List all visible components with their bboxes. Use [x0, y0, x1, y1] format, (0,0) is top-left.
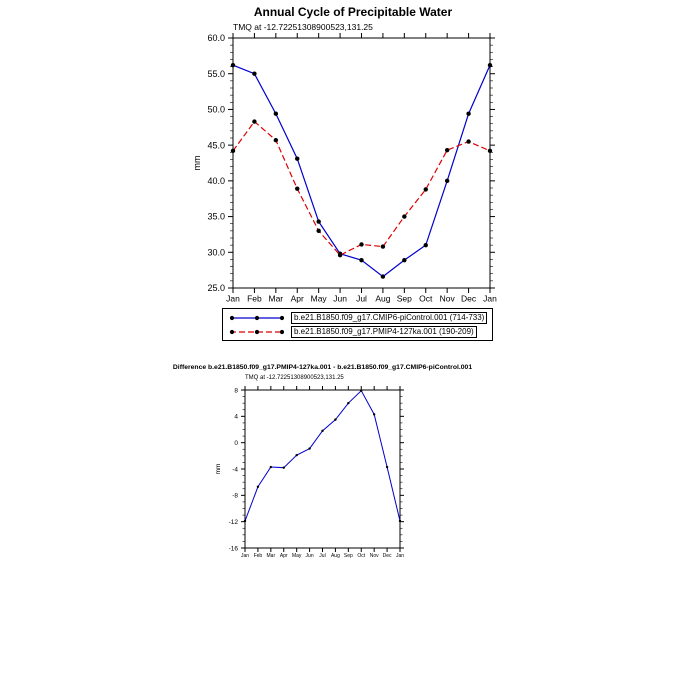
data-point-marker	[316, 219, 320, 223]
y-axis-label: mm	[215, 463, 222, 475]
data-point-marker	[274, 138, 278, 142]
x-tick-label: Nov	[439, 293, 455, 304]
data-point-marker	[466, 139, 470, 143]
data-point-marker	[334, 418, 336, 420]
y-tick-label: 35.0	[207, 211, 225, 222]
top-chart-title: Annual Cycle of Precipitable Water	[253, 5, 453, 19]
legend-sample-marker	[230, 315, 234, 319]
legend-label-pmip4: b.e21.B1850.f09_g17.PMIP4-127ka.001 (190-209)	[291, 326, 477, 338]
x-tick-label: May	[310, 293, 327, 304]
x-tick-label: Mar	[268, 293, 284, 304]
legend-label-picontrol: b.e21.B1850.f09_g17.CMIP6-piControl.001 (714-733)	[291, 312, 487, 324]
x-tick-label: Jan	[483, 293, 497, 304]
legend-sample-marker	[280, 329, 284, 333]
data-point-marker	[283, 466, 285, 468]
data-point-marker	[359, 258, 363, 262]
x-tick-label: Sep	[343, 553, 353, 559]
series-line-0	[245, 391, 400, 521]
x-tick-label: May	[291, 553, 302, 559]
data-point-marker	[488, 63, 492, 67]
y-axis-label: mm	[192, 155, 202, 171]
legend-entry-pmip4	[228, 325, 487, 338]
legend-sample-marker	[230, 329, 234, 333]
y-tick-label: -12	[228, 518, 238, 526]
x-tick-label: Mar	[266, 553, 276, 559]
data-point-marker	[295, 187, 299, 191]
legend-line-sample-icon	[228, 326, 286, 338]
data-point-marker	[359, 242, 363, 246]
x-tick-label: Jan	[226, 293, 240, 304]
x-tick-label: Dec	[461, 293, 477, 304]
data-point-marker	[402, 214, 406, 218]
x-tick-label: Apr	[290, 293, 304, 304]
data-point-marker	[252, 119, 256, 123]
data-point-marker	[381, 274, 385, 278]
y-tick-label: 40.0	[207, 176, 225, 187]
plot-frame	[233, 38, 490, 288]
x-tick-label: Jul	[356, 293, 367, 304]
y-tick-label: 30.0	[207, 247, 225, 258]
y-tick-label: 0	[234, 439, 238, 447]
x-tick-label: Jan	[240, 553, 250, 559]
data-point-marker	[270, 466, 272, 468]
data-point-marker	[373, 413, 375, 415]
difference-chart-title: Difference b.e21.B1850.f09_g17.PMIP4-127ka.001 - b.e21.B1850.f09_g17.CMIP6-piControl.001	[172, 364, 473, 371]
x-tick-label: Nov	[369, 553, 379, 559]
y-tick-label: 45.0	[207, 140, 225, 151]
series-line-1	[233, 122, 490, 256]
data-point-marker	[424, 243, 428, 247]
x-tick-label: Aug	[375, 293, 391, 304]
x-tick-label: Jun	[333, 293, 347, 304]
y-tick-label: -8	[232, 492, 238, 500]
x-tick-label: Oct	[357, 553, 366, 559]
x-tick-label: Jul	[319, 553, 326, 559]
y-tick-label: -16	[228, 545, 238, 553]
difference-chart-canvas	[212, 383, 427, 573]
legend-sample-marker	[255, 315, 259, 319]
x-tick-label: Feb	[253, 553, 263, 559]
legend-line-sample-icon	[228, 312, 286, 324]
data-point-marker	[381, 244, 385, 248]
legend-sample-marker	[280, 315, 284, 319]
legend-sample-marker	[255, 329, 259, 333]
data-point-marker	[244, 520, 246, 522]
data-point-marker	[445, 179, 449, 183]
top-chart-canvas	[188, 29, 518, 314]
x-tick-label: Jun	[305, 553, 314, 559]
y-tick-label: 55.0	[207, 68, 225, 79]
y-tick-label: 60.0	[207, 33, 225, 44]
data-point-marker	[316, 229, 320, 233]
plot-frame	[245, 390, 400, 548]
x-tick-label: Dec	[382, 553, 392, 559]
data-point-marker	[231, 149, 235, 153]
data-point-marker	[424, 187, 428, 191]
data-point-marker	[308, 447, 310, 449]
x-tick-label: Apr	[279, 553, 288, 559]
data-point-marker	[231, 63, 235, 67]
data-point-marker	[466, 112, 470, 116]
x-tick-label: Oct	[419, 293, 433, 304]
x-tick-label: Aug	[330, 553, 340, 559]
top-chart-subtitle: TMQ at -12.72251308900523,131.25	[233, 22, 373, 32]
data-point-marker	[321, 430, 323, 432]
y-tick-label: 25.0	[207, 283, 225, 294]
data-point-marker	[252, 72, 256, 76]
data-point-marker	[399, 520, 401, 522]
y-tick-label: 50.0	[207, 104, 225, 115]
legend	[222, 308, 493, 341]
data-point-marker	[488, 149, 492, 153]
data-point-marker	[402, 258, 406, 262]
data-point-marker	[274, 112, 278, 116]
data-point-marker	[445, 148, 449, 152]
x-tick-label: Feb	[247, 293, 262, 304]
data-point-marker	[338, 253, 342, 257]
y-tick-label: -4	[232, 466, 238, 474]
data-point-marker	[386, 466, 388, 468]
y-tick-label: 4	[234, 413, 238, 421]
difference-chart-subtitle: TMQ at -12.72251308900523,131.25	[245, 375, 344, 381]
data-point-marker	[257, 486, 259, 488]
data-point-marker	[347, 402, 349, 404]
legend-entry-picontrol	[228, 311, 487, 324]
x-tick-label: Jan	[395, 553, 405, 559]
data-point-marker	[295, 157, 299, 161]
y-tick-label: 8	[234, 387, 238, 395]
x-tick-label: Sep	[396, 293, 412, 304]
data-point-marker	[295, 454, 297, 456]
data-point-marker	[360, 389, 362, 391]
